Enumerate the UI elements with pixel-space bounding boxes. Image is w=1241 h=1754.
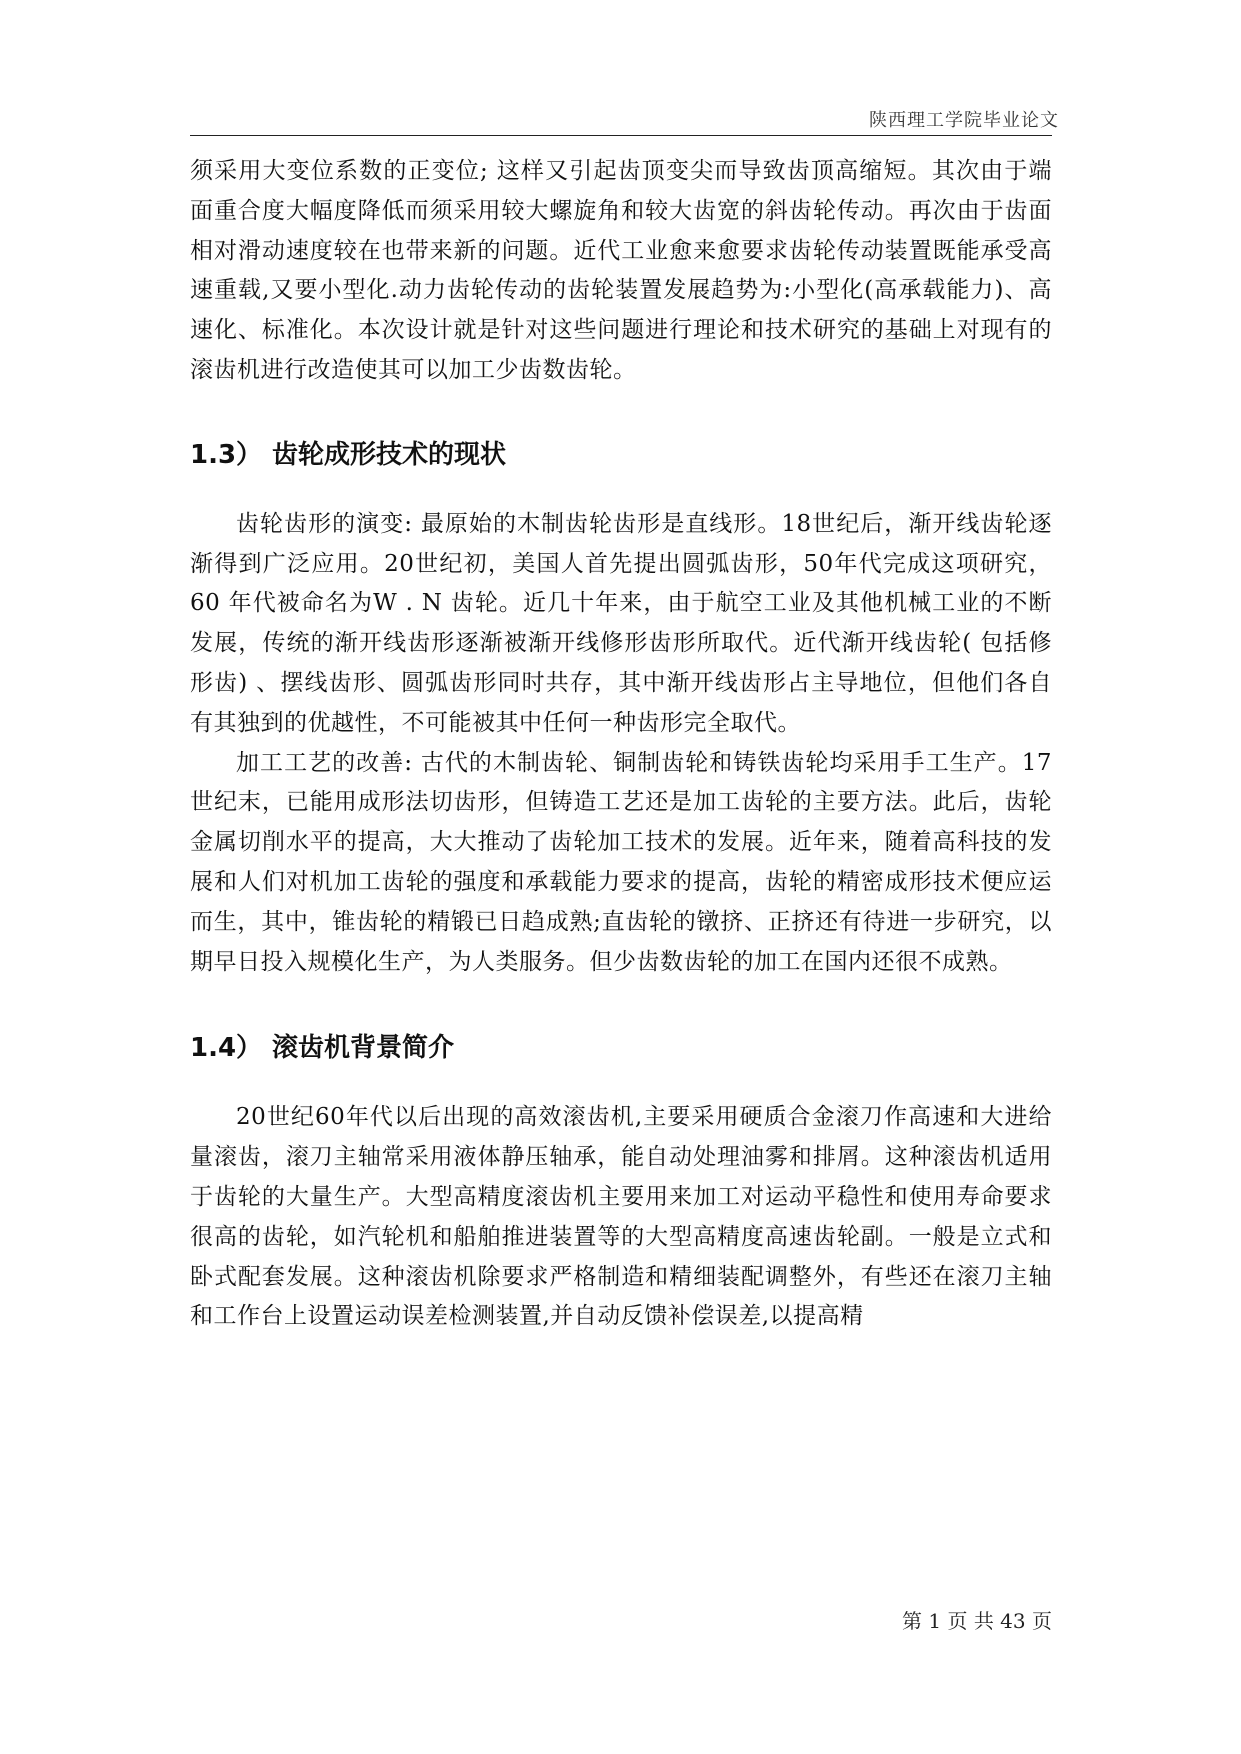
section-heading-1-3 [190,435,1052,475]
paragraph-process-improvement: 加工工艺的改善: 古代的木制齿轮、铜制齿轮和铸铁齿轮均采用手工生产。17 世纪末，已能用成形法切齿形，但铸造工艺还是加工齿轮的主要方法。此后，齿轮金属切削水平的提高，大大推动了齿轮加工技术的发展。近年来，随着高科技的发展和人们对机加工齿轮的强度和承载能力要求的提高，齿轮的精密成形技术便应运而生，其中，锥齿轮的精锻已日趋成熟;直齿轮的镦挤、正挤还有待进一步研究，以期早日投入规模化生产，为人类服务。但少齿数齿轮的加工在国内还很不成熟。 [190,749,1052,975]
section-heading-1-4 [190,1028,1052,1068]
paragraph-hobbing-machine-background: 20世纪60年代以后出现的高效滚齿机,主要采用硬质合金滚刀作高速和大进给量滚齿，滚刀主轴常采用液体静压轴承，能自动处理油雾和排屑。这种滚齿机适用于齿轮的大量生产。大型高精度滚齿机主要用来加工对运动平稳性和使用寿命要求很高的齿轮，如汽轮机和船舶推进装置等的大型高精度高速齿轮副。一般是立式和卧式配套发展。这种滚齿机除要求严格制造和精细装配调整外，有些还在滚刀主轴和工作台上设置运动误差检测装置,并自动反馈补偿误差,以提高精 [190,1104,1052,1330]
section-number: 1.3） [190,439,263,470]
continued-paragraph: 须采用大变位系数的正变位; 这样又引起齿顶变尖而导致齿顶高缩短。其次由于端面重合度大幅度降低而须采用较大螺旋角和较大齿宽的斜齿轮传动。再次由于齿面相对滑动速度较在也带来新的问题。近代工业愈来愈要求齿轮传动装置既能承受高速重载,又要小型化.动力齿轮传动的齿轮装置发展趋势为:小型化(高承载能力)、高速化、标准化。本次设计就是针对这些问题进行理论和技术研究的基础上对现有的滚齿机进行改造使其可以加工少齿数齿轮。 [190,158,1052,383]
page-footer: 第 1 页 共 43 页 [902,1609,1052,1633]
header-rule [190,135,1052,136]
section-number: 1.4） [190,1033,263,1064]
paragraph-tooth-profile-evolution: 齿轮齿形的演变: 最原始的木制齿轮齿形是直线形。18世纪后，渐开线齿轮逐渐得到广泛应用。20世纪初，美国人首先提出圆弧齿形，50年代完成这项研究，60 年代被命名为W . N 齿轮。近几十年来，由于航空工业及其他机械工业的不断发展，传统的渐开线齿形逐渐被渐开线修形齿形所取代。近代渐开线齿轮( 包括修形齿) 、摆线齿形、圆弧齿形同时共存，其中渐开线齿形占主导地位，但他们各自有其独到的优越性，不可能被其中任何一种齿形完全取代。 [190,510,1052,736]
page-body [190,152,1052,1337]
section-title: 滚齿机背景简介 [272,1033,455,1064]
section-title: 齿轮成形技术的现状 [272,439,507,470]
running-header: 陕西理工学院毕业论文 [869,110,1059,131]
